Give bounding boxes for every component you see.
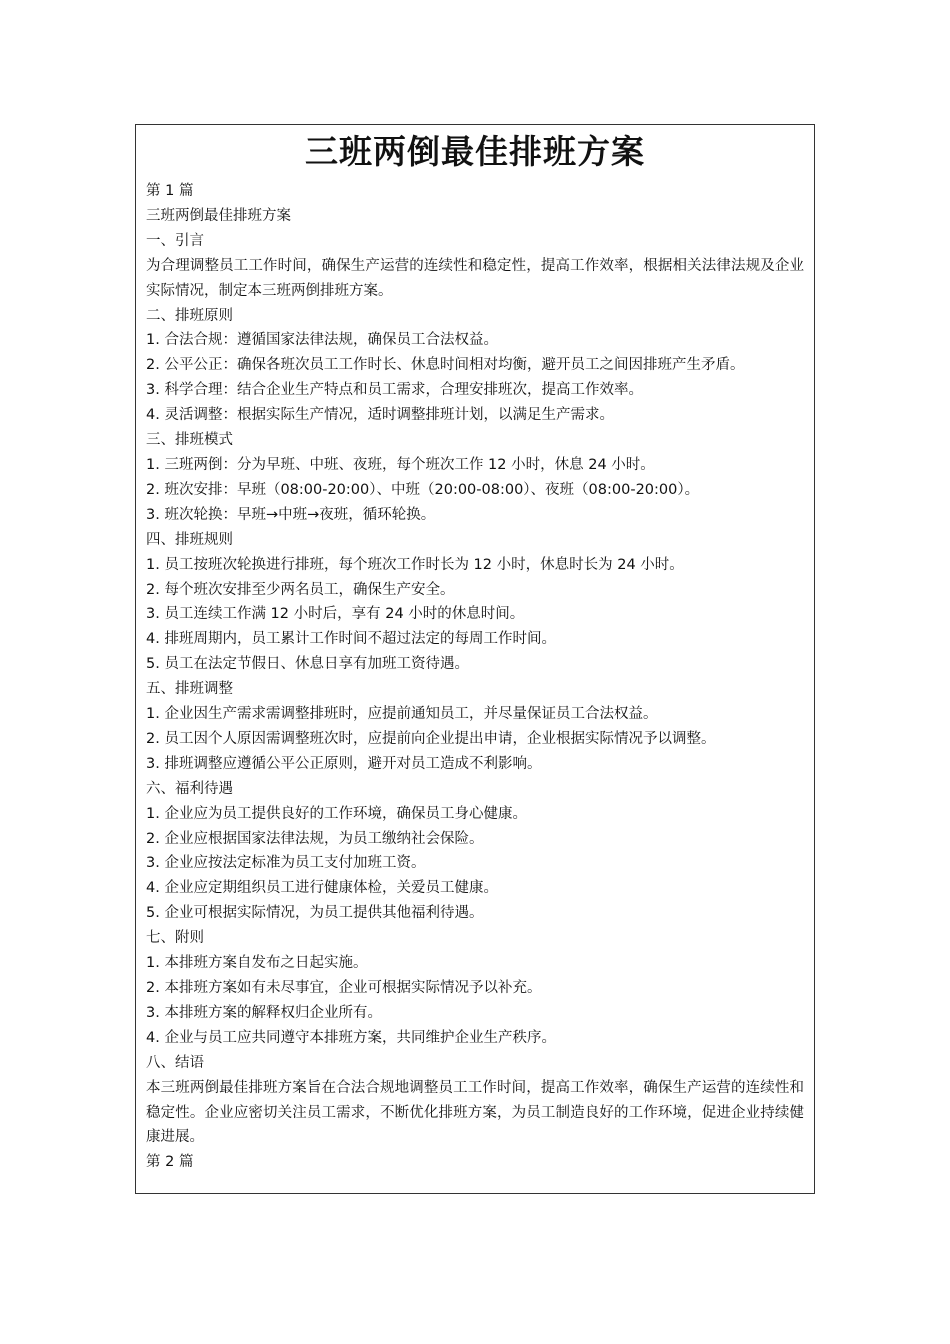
list-item: 2. 员工因个人原因需调整班次时，应提前向企业提出申请，企业根据实际情况予以调整。 — [146, 730, 716, 747]
section-heading-rules: 四、排班规则 — [146, 531, 233, 548]
sub-title: 三班两倒最佳排班方案 — [146, 207, 291, 224]
list-item: 2. 本排班方案如有未尽事宜，企业可根据实际情况予以补充。 — [146, 980, 542, 996]
list-item: 3. 班次轮换：早班→中班→夜班，循环轮换。 — [146, 506, 436, 523]
list-item: 2. 班次安排：早班（08:00-20:00）、中班（20:00-08:00）、夜班（08:00-20:00）。 — [146, 481, 700, 498]
list-item: 1. 三班两倒：分为早班、中班、夜班，每个班次工作 12 小时，休息 24 小时。 — [146, 456, 655, 473]
section-heading-mode: 三、排班模式 — [146, 432, 233, 449]
list-item: 5. 企业可根据实际情况，为员工提供其他福利待遇。 — [146, 905, 484, 922]
document-body — [146, 179, 804, 1175]
conclusion-paragraph: 本三班两倒最佳排班方案旨在合法合规地调整员工工作时间，提高工作效率，确保生产运营的连续性和稳定性。企业应密切关注员工需求，不断优化排班方案，为员工制造良好的工作环境，促进企业持续健康进展。 — [146, 1079, 804, 1146]
intro-paragraph: 为合理调整员工工作时间，确保生产运营的连续性和稳定性，提高工作效率，根据相关法律法规及企业实际情况，制定本三班两倒排班方案。 — [146, 257, 804, 299]
section-heading-conclusion: 八、结语 — [146, 1054, 204, 1071]
list-item: 4. 企业与员工应共同遵守本排班方案，共同维护企业生产秩序。 — [146, 1029, 556, 1046]
document-title: 三班两倒最佳排班方案 — [305, 132, 645, 171]
document-frame — [135, 124, 815, 1194]
section-heading-benefits: 六、福利待遇 — [146, 780, 233, 797]
list-item: 3. 本排班方案的解释权归企业所有。 — [146, 1004, 382, 1021]
list-item: 3. 排班调整应遵循公平公正原则，避开对员工造成不利影响。 — [146, 755, 542, 772]
list-item: 3. 员工连续工作满 12 小时后，享有 24 小时的休息时间。 — [146, 606, 525, 623]
list-item: 4. 排班周期内，员工累计工作时间不超过法定的每周工作时间。 — [146, 631, 556, 648]
part-heading: 第 1 篇 — [146, 183, 194, 199]
part-heading: 第 2 篇 — [146, 1154, 194, 1171]
list-item: 4. 灵活调整：根据实际生产情况，适时调整排班计划，以满足生产需求。 — [146, 407, 614, 424]
list-item: 4. 企业应定期组织员工进行健康体检，关爱员工健康。 — [146, 880, 498, 897]
section-heading-adjust: 五、排班调整 — [146, 681, 233, 698]
section-heading-intro: 一、引言 — [146, 232, 204, 249]
list-item: 2. 每个班次安排至少两名员工，确保生产安全。 — [146, 581, 455, 598]
list-item: 5. 员工在法定节假日、休息日享有加班工资待遇。 — [146, 656, 469, 673]
list-item: 2. 企业应根据国家法律法规，为员工缴纳社会保险。 — [146, 830, 484, 847]
section-heading-appendix: 七、附则 — [146, 930, 204, 947]
list-item: 3. 科学合理：结合企业生产特点和员工需求，合理安排班次，提高工作效率。 — [146, 382, 643, 399]
list-item: 1. 员工按班次轮换进行排班，每个班次工作时长为 12 小时，休息时长为 24 小时。 — [146, 556, 684, 573]
section-heading-principles: 二、排班原则 — [146, 307, 233, 324]
list-item: 1. 企业应为员工提供良好的工作环境，确保员工身心健康。 — [146, 805, 527, 822]
list-item: 1. 合法合规：遵循国家法律法规，确保员工合法权益。 — [146, 332, 498, 349]
list-item: 2. 公平公正：确保各班次员工工作时长、休息时间相对均衡，避开员工之间因排班产生矛盾。 — [146, 357, 745, 374]
list-item: 1. 本排班方案自发布之日起实施。 — [146, 955, 368, 972]
list-item: 3. 企业应按法定标准为员工支付加班工资。 — [146, 855, 426, 872]
list-item: 1. 企业因生产需求需调整排班时，应提前通知员工，并尽量保证员工合法权益。 — [146, 706, 658, 723]
